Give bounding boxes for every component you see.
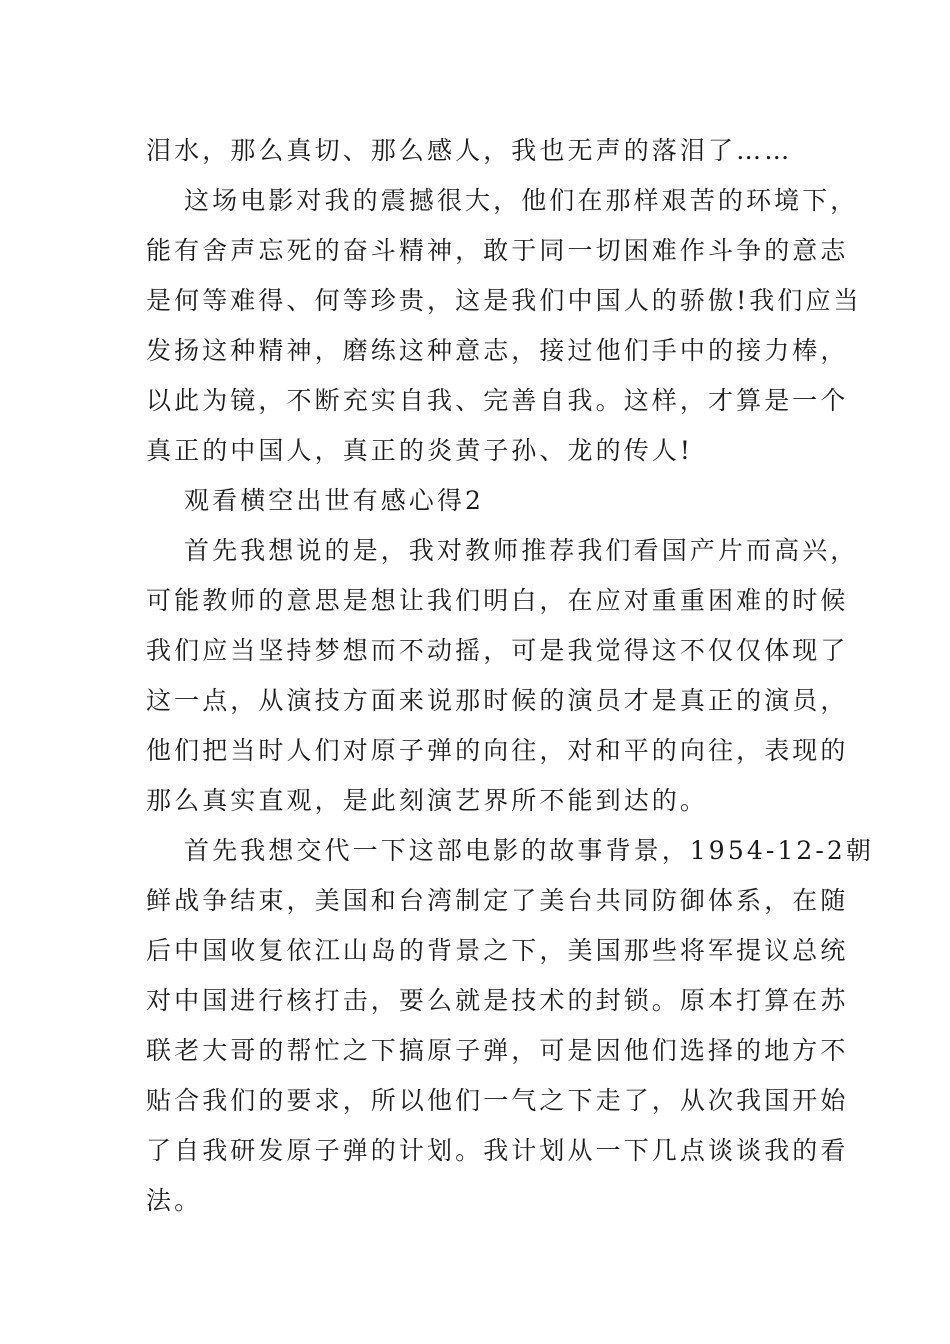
paragraph-line: 他们把当时人们对原子弹的向往，对和平的向往，表现的	[146, 736, 849, 765]
paragraph-line: 发扬这种精神，磨练这种意志，接过他们手中的接力棒，	[146, 336, 849, 365]
paragraph-line: 联老大哥的帮忙之下搞原子弹，可是因他们选择的地方不	[146, 1036, 849, 1065]
paragraph-line: 了自我研发原子弹的计划。我计划从一下几点谈谈我的看	[146, 1136, 849, 1165]
paragraph-line: 是何等难得、何等珍贵，这是我们中国人的骄傲!我们应当	[146, 286, 862, 315]
paragraph-line: 后中国收复依江山岛的背景之下，美国那些将军提议总统	[146, 936, 849, 965]
paragraph-line: 这场电影对我的震撼很大，他们在那样艰苦的环境下，	[184, 186, 859, 215]
paragraph-line: 首先我想说的是，我对教师推荐我们看国产片而高兴，	[184, 536, 859, 565]
paragraph-line: 首先我想交代一下这部电影的故事背景，1954-12-2朝	[184, 836, 875, 865]
paragraph-line: 那么真实直观，是此刻演艺界所不能到达的。	[146, 786, 709, 815]
paragraph-line: 以此为镜，不断充实自我、完善自我。这样，才算是一个	[146, 386, 849, 415]
paragraph-line: 贴合我们的要求，所以他们一气之下走了，从次我国开始	[146, 1086, 849, 1115]
paragraph-line: 这一点，从演技方面来说那时候的演员才是真正的演员，	[146, 686, 849, 715]
paragraph-line: 泪水，那么真切、那么感人，我也无声的落泪了……	[146, 136, 793, 165]
paragraph-line: 能有舍声忘死的奋斗精神，敢于同一切困难作斗争的意志	[146, 236, 849, 265]
paragraph-line: 我们应当坚持梦想而不动摇，可是我觉得这不仅仅体现了	[146, 636, 849, 665]
section-heading: 观看横空出世有感心得2	[184, 486, 485, 515]
paragraph-line: 真正的中国人，真正的炎黄子孙、龙的传人!	[146, 436, 694, 465]
paragraph-line: 法。	[146, 1186, 203, 1215]
paragraph-line: 对中国进行核打击，要么就是技术的封锁。原本打算在苏	[146, 986, 849, 1015]
paragraph-line: 鲜战争结束，美国和台湾制定了美台共同防御体系，在随	[146, 886, 849, 915]
paragraph-line: 可能教师的意思是想让我们明白，在应对重重困难的时候	[146, 586, 849, 615]
